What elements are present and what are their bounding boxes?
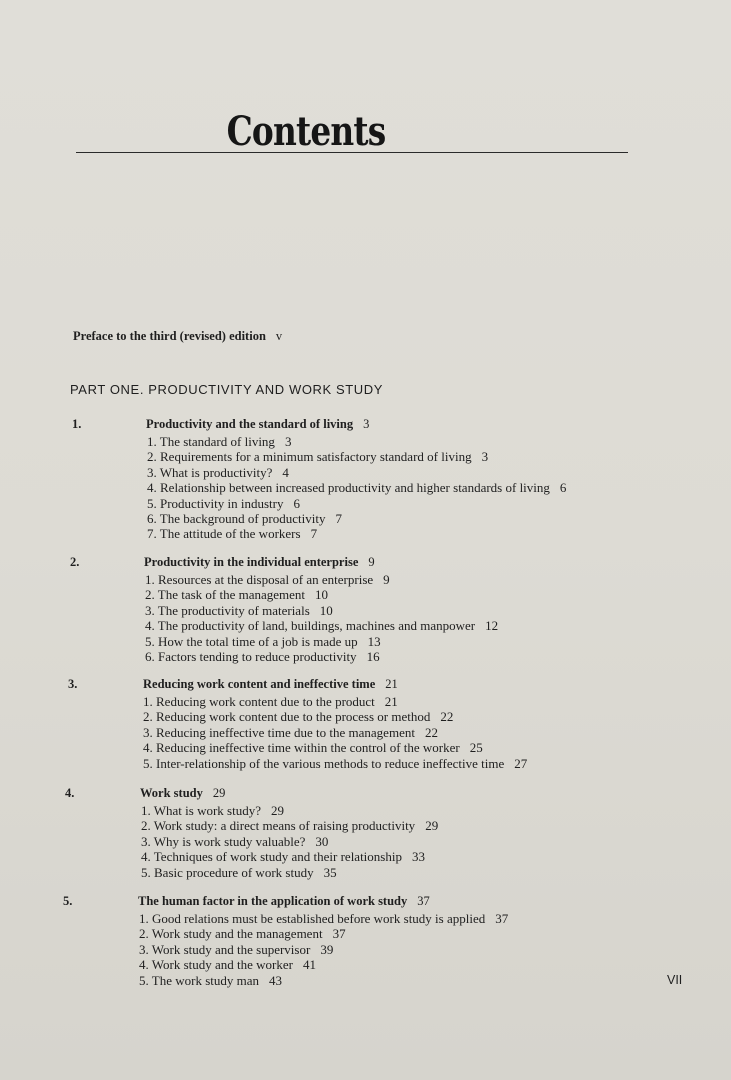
- section-entry: [145, 618, 498, 633]
- section-entry: [139, 973, 508, 988]
- section-page: 6: [293, 495, 300, 511]
- chapter-title-text: The human factor in the application of work study: [138, 894, 408, 908]
- section-entry: [147, 434, 566, 449]
- section-label: 2. Reducing work content due to the process or method: [143, 709, 431, 725]
- section-page: 43: [269, 972, 282, 988]
- section-entry: [141, 803, 438, 818]
- part-heading: PART ONE. PRODUCTIVITY AND WORK STUDY: [70, 382, 384, 397]
- chapter-page: 21: [385, 677, 398, 691]
- section-page: 16: [366, 649, 380, 665]
- section-page: 3: [481, 449, 489, 465]
- section-label: 2. Work study: a direct means of raising productivity: [141, 818, 416, 834]
- page-title: Contents: [226, 108, 386, 155]
- section-page: 41: [302, 957, 316, 973]
- section-list: [147, 434, 566, 542]
- section-entry: [143, 756, 527, 771]
- section-list: [145, 572, 498, 664]
- chapter-number: 5.: [63, 894, 73, 908]
- section-page: 27: [514, 755, 528, 771]
- preface-label: Preface to the third (revised) edition: [73, 329, 266, 343]
- chapter-title-text: Productivity and the standard of living: [146, 417, 354, 431]
- section-page: 7: [335, 511, 342, 527]
- chapter-title-text: Reducing work content and ineffective time: [143, 677, 376, 691]
- section-page: 13: [367, 633, 381, 649]
- section-page: 29: [425, 818, 439, 834]
- chapter-number: 3.: [68, 677, 78, 691]
- section-page: 30: [315, 833, 329, 849]
- chapter-number: 4.: [65, 786, 75, 800]
- section-page: 7: [310, 526, 318, 542]
- section-label: 4. The productivity of land, buildings, machines and manpower: [145, 618, 476, 634]
- section-label: 1. What is work study?: [141, 803, 261, 818]
- section-list: [139, 911, 508, 988]
- section-label: 4. Relationship between increased productivity and higher standards of living: [147, 480, 550, 496]
- chapter-title: [143, 677, 398, 692]
- section-entry: [139, 911, 508, 926]
- section-entry: [147, 496, 566, 511]
- chapter-title-text: Work study: [140, 786, 203, 800]
- section-page: 37: [495, 911, 509, 926]
- section-label: 1. The standard of living: [147, 434, 275, 449]
- section-entry: [147, 480, 566, 495]
- section-entry: [145, 603, 498, 618]
- section-list: [143, 694, 527, 771]
- section-entry: [139, 957, 508, 972]
- chapter-title: [140, 786, 225, 801]
- chapter-title-text: Productivity in the individual enterprise: [144, 555, 359, 569]
- chapter-title: [138, 894, 430, 909]
- section-label: 2. Requirements for a minimum satisfactory standard of living: [147, 449, 472, 465]
- chapter-page: 9: [368, 555, 375, 569]
- section-label: 4. Techniques of work study and their relationship: [141, 849, 402, 865]
- section-label: 5. The work study man: [139, 972, 259, 988]
- section-entry: [141, 818, 438, 833]
- section-entry: [143, 725, 527, 740]
- section-page: 29: [271, 803, 284, 818]
- section-label: 6. Factors tending to reduce productivity: [145, 649, 357, 665]
- section-label: 1. Reducing work content due to the product: [143, 694, 375, 709]
- section-entry: [141, 834, 438, 849]
- section-page: 10: [319, 602, 333, 618]
- section-label: 2. Work study and the management: [139, 926, 323, 942]
- chapter-page: 29: [212, 786, 226, 800]
- section-label: 5. Basic procedure of work study: [141, 864, 314, 880]
- section-page: 33: [411, 849, 425, 865]
- section-entry: [145, 587, 498, 602]
- section-entry: [143, 709, 527, 724]
- section-label: 3. Why is work study valuable?: [141, 833, 306, 849]
- section-entry: [145, 649, 498, 664]
- section-label: 5. How the total time of a job is made up: [145, 633, 358, 649]
- chapter-page: 37: [417, 894, 430, 908]
- section-entry: [147, 526, 566, 541]
- section-label: 2. The task of the management: [145, 587, 306, 603]
- section-entry: [147, 465, 566, 480]
- section-entry: [141, 865, 438, 880]
- section-label: 3. The productivity of materials: [145, 602, 310, 618]
- section-label: 3. Reducing ineffective time due to the management: [143, 724, 415, 740]
- section-label: 5. Inter-relationship of the various methods to reduce ineffective time: [143, 755, 505, 771]
- section-page: 4: [282, 464, 289, 480]
- section-page: 3: [284, 434, 292, 449]
- section-page: 9: [383, 572, 390, 587]
- section-page: 12: [485, 618, 499, 634]
- section-page: 21: [384, 694, 398, 709]
- page-folio: VII: [667, 973, 683, 987]
- preface-entry: [73, 329, 282, 344]
- title-rule: [76, 152, 628, 153]
- section-label: 6. The background of productivity: [147, 511, 326, 527]
- section-list: [141, 803, 438, 880]
- section-entry: [139, 926, 508, 941]
- section-entry: [141, 849, 438, 864]
- chapter-title: [144, 555, 375, 570]
- section-label: 4. Work study and the worker: [139, 957, 293, 973]
- section-label: 7. The attitude of the workers: [147, 526, 301, 542]
- section-label: 1. Resources at the disposal of an enterprise: [145, 572, 374, 587]
- section-entry: [139, 942, 508, 957]
- chapter-number: 1.: [72, 417, 82, 431]
- section-entry: [143, 740, 527, 755]
- section-page: 22: [440, 709, 454, 725]
- section-page: 25: [469, 740, 483, 756]
- section-entry: [145, 572, 498, 587]
- section-page: 6: [559, 480, 567, 496]
- preface-page: v: [275, 329, 283, 343]
- chapter-page: 3: [363, 417, 370, 431]
- section-entry: [147, 511, 566, 526]
- chapter-number: 2.: [70, 555, 80, 569]
- chapter-title: [146, 417, 369, 432]
- section-entry: [143, 694, 527, 709]
- section-entry: [147, 449, 566, 464]
- section-label: 5. Productivity in industry: [147, 495, 284, 511]
- section-label: 4. Reducing ineffective time within the control of the worker: [143, 740, 460, 756]
- section-page: 39: [320, 941, 334, 957]
- section-label: 3. What is productivity?: [147, 464, 273, 480]
- section-page: 35: [323, 864, 337, 880]
- section-label: 1. Good relations must be established before work study is applied: [139, 911, 486, 926]
- section-page: 22: [424, 724, 438, 740]
- section-page: 37: [332, 926, 346, 942]
- section-page: 10: [315, 587, 329, 603]
- section-label: 3. Work study and the supervisor: [139, 941, 311, 957]
- section-entry: [145, 634, 498, 649]
